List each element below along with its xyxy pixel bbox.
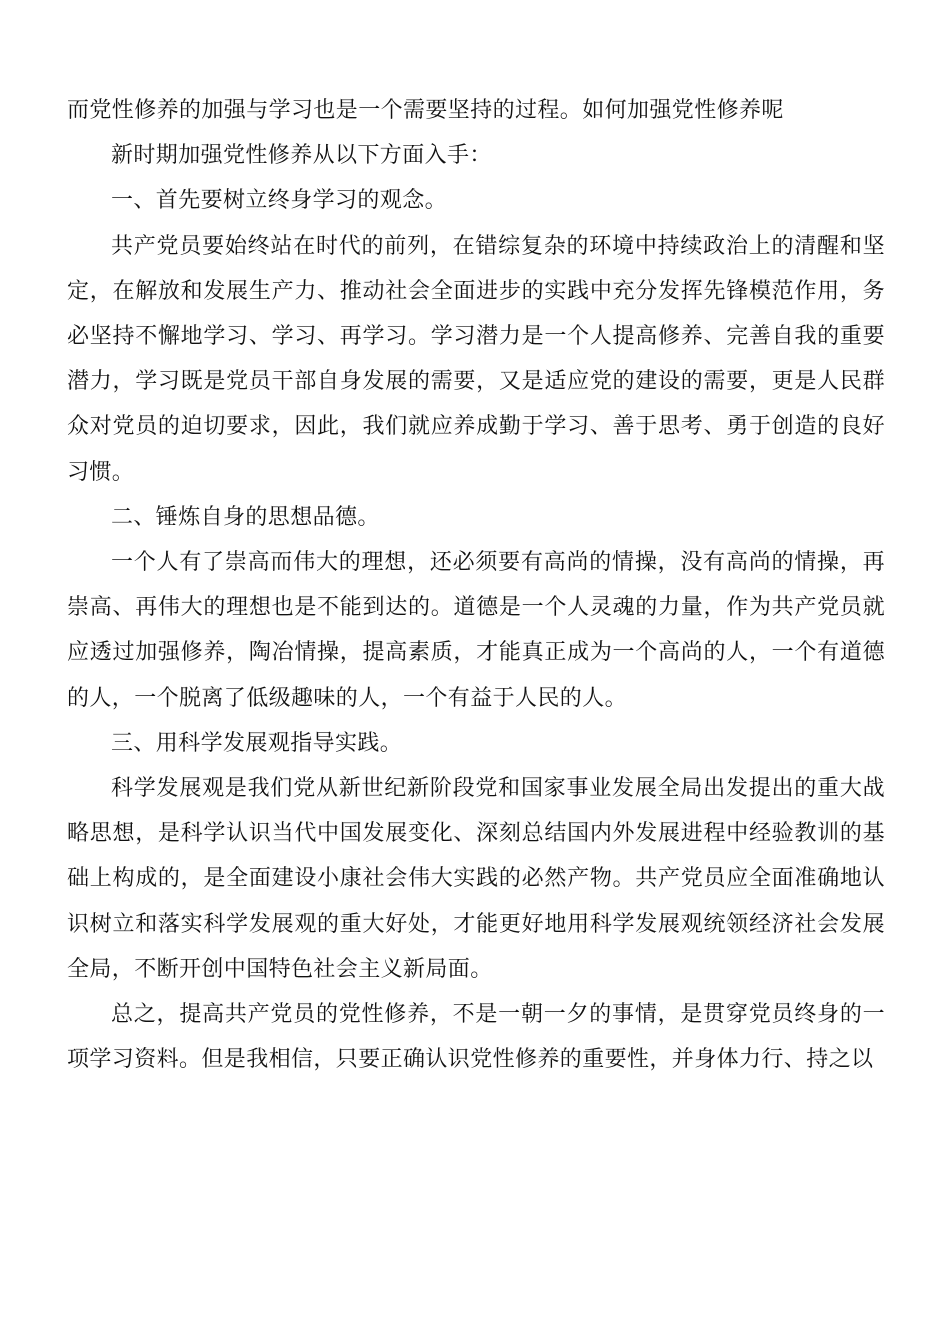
paragraph-continuation: 而党性修养的加强与学习也是一个需要坚持的过程。如何加强党性修养呢 — [67, 98, 784, 123]
paragraph-lifelong-learning: 共产党员要始终站在时代的前列，在错综复杂的环境中持续政治上的清醒和坚定，在解放和发展生产力、推动社会全面进步的实践中充分发挥先锋模范作用，务必坚持不懈地学习、学习、再学习。学习潜力是一个人提高修养、完善自我的重要潜力，学习既是党员干部自身发展的需要，又是适应党的建设的需要，更是人民群众对党员的迫切要求，因此，我们就应养成勤于学习、善于思考、勇于创造的良好习惯。 — [67, 233, 885, 485]
paragraph-intro: 新时期加强党性修养从以下方面入手： — [111, 143, 492, 169]
section-heading-2: 二、锤炼自身的思想品德。 — [111, 504, 380, 530]
paragraph-scientific-development: 科学发展观是我们党从新世纪新阶段党和国家事业发展全局出发提出的重大战略思想，是科学认识当代中国发展变化、深刻总结国内外发展进程中经验教训的基础上构成的，是全面建设小康社会伟大实践的必然产物。共产党员应全面准确地认识树立和落实科学发展观的重大好处，才能更好地用科学发展观统领经济社会发展全局，不断开创中国特色社会主义新局面。 — [67, 776, 885, 982]
paragraph-moral-character: 一个人有了崇高而伟大的理想，还必须要有高尚的情操，没有高尚的情操，再崇高、再伟大的理想也是不能到达的。道德是一个人灵魂的力量，作为共产党员就应透过加强修养，陶冶情操，提高素质，才能真正成为一个高尚的人，一个有道德的人，一个脱离了低级趣味的人，一个有益于人民的人。 — [67, 550, 885, 711]
document-body — [67, 88, 885, 1082]
section-heading-1: 一、首先要树立终身学习的观念。 — [111, 188, 448, 214]
paragraph-conclusion: 总之，提高共产党员的党性修养，不是一朝一夕的事情，是贯穿党员终身的一项学习资料。但是我相信，只要正确认识党性修养的重要性，并身体力行、持之以 — [67, 1002, 885, 1073]
section-heading-3: 三、用科学发展观指导实践。 — [111, 730, 403, 756]
